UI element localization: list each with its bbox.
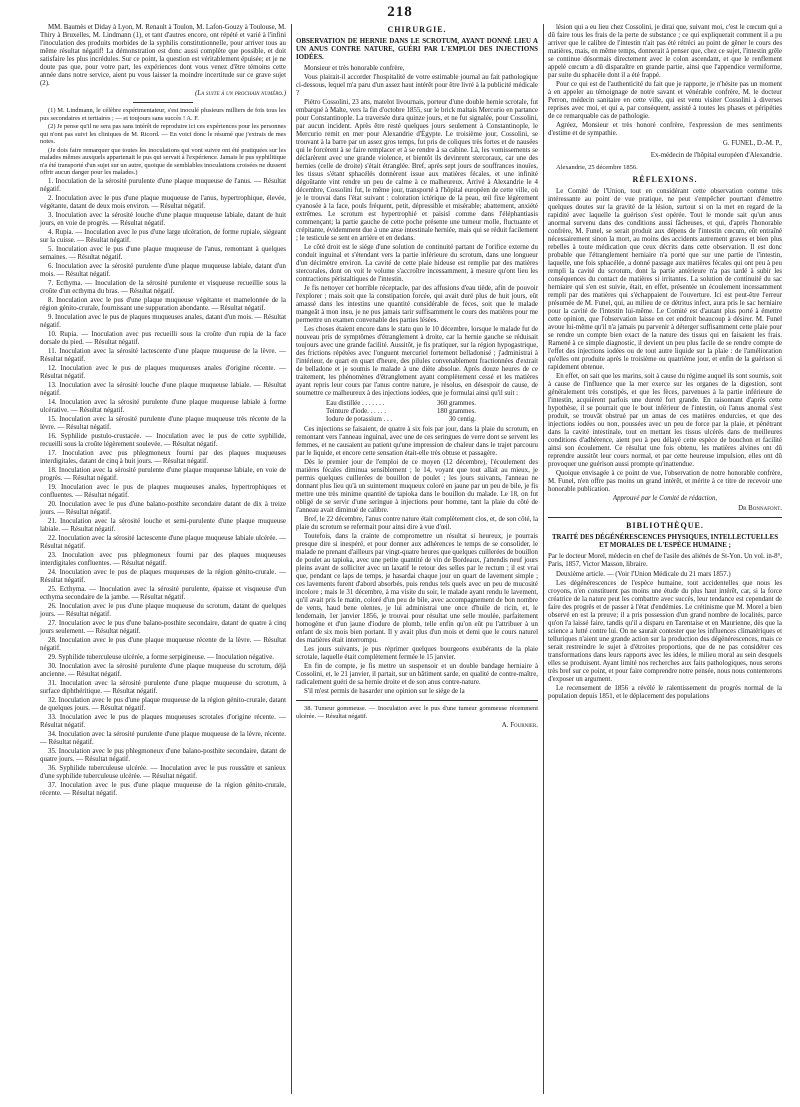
column-right	[548, 24, 782, 702]
observation-paragraph: Les choses étaient encore dans le statu quo le 10 décembre, lorsque le malade fut de nouveau pris de symptômes d'étranglement à droite, car la hernie gauche se réduisait toujours avec une grande facilité. Aussitôt, je fis pratiquer, sur la région hypogastrique, des frictions répétées avec l'onguent mercuriel fortement belladonisé ; j'administrai à l'intérieur, de quart en quart d'heure, des pilules convenablement fractionnées d'extrait de belladone et je soumis le malade à une diète absolue. Après douze heures de ce traitement, les phénomènes d'étranglement ayant complètement cessé et les matières ayant repris leur cours par l'anus contre nature, je résolus, en désespoir de cause, de soumettre ce malheureux à des injections iodées, que je formulai ainsi qu'il suit :	[296, 326, 538, 397]
observation-paragraph: Dès le premier jour de l'emploi de ce moyen (12 décembre), l'écoulement des matières fécales diminua sensiblement ; le 14, voyant que tout allait au mieux, je permis quelques cuillerées de bouillon de poulet ; les jours suivants, l'anneau ne donnant plus lieu qu'à un suintement muqueux coloré en jaune par un peu de bile, je fis mettre une très minime quantité de tapioka dans le bouillon du malade. Le 18, on fut obligé de se servir d'une seringue à injections pour homme, tant la plaie du côté de l'anneau avait diminué de calibre.	[296, 459, 538, 514]
inoculation-item: 12. Inoculation avec le pus de plaques muqueuses anales d'origine récente. — Résultat négatif.	[40, 364, 286, 380]
inoculation-item: 15. Inoculation avec la sérosité purulente d'une plaque muqueuse très récente de la lèvre. — Résultat négatif.	[40, 415, 286, 431]
biblio-book-title: TRAITÉ DES DÉGÉNÉRESCENCES PHYSIQUES, INTELLECTUELLES ET MORALES DE L'ESPÈCE HUMAINE ;	[551, 534, 779, 549]
inoculation-item: 13. Inoculation avec la sérosité louche d'une plaque muqueuse labiale. — Résultat négatif.	[40, 381, 286, 397]
observation-title: OBSERVATION DE HERNIE DANS LE SCROTUM, AYANT DONNÉ LIEU A UN ANUS CONTRE NATURE, GUÉRI PAR L'EMPLOI DES INJECTIONS IODÉES.	[296, 38, 538, 61]
inoculation-item: 18. Inoculation avec la sérosité purulente d'une plaque muqueuse labiale, en voie de progrès. — Résultat négatif.	[40, 466, 286, 482]
inoculation-item: 7. Ecthyma. — Inoculation de la sérosité purulente et visqueuse recueillie sous la croûte d'un ecthyma du bras. — Résultat négatif.	[40, 279, 286, 295]
column-middle	[296, 24, 538, 734]
inoculation-item: 25. Ecthyma. — Inoculation avec la sérosité purulente, épaisse et visqueuse d'un ecthyma secondaire de la jambe. — Résultat négatif.	[40, 585, 286, 601]
footnote-2: (2) Je pense qu'il ne sera pas sans intérêt de reproduire ici ces expériences pour les personnes qui n'ont pas suivi les cliniques de M. Ricord. — En voici donc le résumé que j'extrais de mes notes.	[40, 123, 286, 145]
footnote-signature: A. Fournier.	[501, 722, 538, 729]
reflexion-paragraph: En effet, on sait que les marins, soit à cause du régime auquel ils sont soumis, soit à cause de l'influence que la mer exerce sur les organes de la digestion, sont généralement très constipés, et que les fèces, parvenues à la partie inférieure de l'intestin, acquièrent parfois une dureté fort grande. En raisonnant d'après cette hypothèse, il se pourrait que le bout inférieur de l'intestin, où l'anus anomal s'est produit, se trouvât obstrué par un amas de ces matières endurcies, et que des injections iodées ou non, poussées avec un peu de force par la plaie, et pénétrant dans la cavité intestinale, tout en mettant les tissus ulcérés dans de meilleures conditions d'adhérence, aient peu à peu délayé cette espèce de bouchon et facilité ainsi son écoulement. Ce résultat une fois obtenu, les matières alvines ont dû reprendre aussitôt leur cours normal, et par cette heureuse impulsion, elles ont dû provoquer une guérison aussi prompte qu'inattendue.	[548, 373, 782, 468]
inoculation-item: 33. Inoculation avec le pus de plaques muqueuses scrotales d'origine récente. — Résultat négatif.	[40, 713, 286, 729]
column-left	[40, 24, 286, 799]
formula-row	[326, 416, 476, 424]
intro-paragraph: MM. Baumès et Diday à Lyon, M. Renault à Toulon, M. Lafon-Gouzy à Toulouse, M. Thiry à Bruxelles, M. Lindmann (1), et tant d'autres encore, ont répété et varié à l'infini l'inoculation des produits morbides de la syphilis constitutionnelle, pour arriver tous au même résultat négatif! La démonstration est donc aussi complète que possible, et doit satisfaire les plus incrédules. Sur ce point, la question est véritablement épuisée; et je ne doute pas que, pour votre part, les expériences dont vous venez d'être témoins cette année dans notre service, aient pu vous laisser la moindre incertitude sur ce grave sujet (2).	[40, 24, 286, 87]
formula-quantity: 30 centig.	[448, 416, 476, 423]
letter-paragraph: Pour ce qui est de l'authenticité du fait que je rapporte, je n'hésite pas un moment à en appeler au témoignage de notre savant et vénérable confrère, M. le docteur Perron, médecin sanitaire en cette ville, qui est venu visiter Cossolini à diverses reprises avec moi, et qui a, par conséquent, assisté à toutes les phases et péripéties de ce remarquable cas de pathologie.	[548, 81, 782, 120]
inoculation-item: 8. Inoculation avec le pus d'une plaque muqueuse végétante et mamelonnée de la région génito-crurale, fournissant une suppuration abondante. — Résultat négatif.	[40, 296, 286, 312]
formula-ingredient: Teinture d'iode. . . . . .	[326, 408, 387, 415]
inoculation-item: 28. Inoculation avec le pus d'une plaque muqueuse récente de la lèvre. — Résultat négatif.	[40, 636, 286, 652]
biblio-body	[548, 580, 782, 701]
inoculation-item: 17. Inoculation avec pus phlegmoneux fourni par des plaques muqueuses interdigitales, datant de cinq à huit jours. — Résultat négatif.	[40, 449, 286, 465]
letter-signature: G. FUNEL, D.-M. P.,	[722, 140, 782, 147]
inoculation-item: 14. Inoculation avec la sérosité purulente d'une plaque muqueuse labiale à forme ulcérative. — Résultat négatif.	[40, 398, 286, 414]
inoculation-item: 6. Inoculation avec la sérosité purulente d'une plaque muqueuse labiale, datant d'un mois. — Résultat négatif.	[40, 262, 286, 278]
biblio-reference: Par le docteur Morel, médecin en chef de l'asile des aliénés de St-Yon. Un vol. in-8°, Paris, 1857, Victor Masson, libraire.	[548, 553, 782, 568]
formula-quantity: 360 grammes.	[436, 400, 476, 407]
inoculation-item: 16. Syphilide pustulo-crustacée. — Inoculation avec le pus de cette syphilide, recueilli sous la croûte légèrement soulevée. — Résultat négatif.	[40, 432, 286, 448]
page-number: 218	[387, 4, 413, 20]
footnote-separator	[133, 102, 193, 103]
observation-paragraph: En fin de compte, je fis mettre un suspensoir et un double bandage herniaire à Cossolini, et, le 21 janvier, il partait, sur un bâtiment sarde, en qualité de contre-maître, radicalement guéri de sa hernie droite et de son anus contre-nature.	[296, 663, 538, 686]
letter-conclusion	[548, 24, 782, 138]
reflexion-paragraph: Le Comité de l'Union, tout en considérant cette observation comme très intéressante au point de vue pratique, ne peut s'empêcher pourtant d'émettre quelques doutes sur la gravité de la lésion, surtout si on la met en regard de la rapidité avec laquelle la guérison s'est opérée. Tout le monde sait qu'un anus anormal survenu dans des conditions aussi fâcheuses, et qui, d'après l'honorable confrère, M. Funel, se serait produit aux dépens de l'intestin cœcum, eût entraîné nécessairement sinon la mort, au moins des accidents autrement graves et bien plus rebelles à toute médication que ceux décrits dans cette observation. Il est donc probable que l'étranglement herniaire n'a porté que sur une partie de l'intestin, laquelle, une fois sphacélée, a donné passage aux matières fécales qui ont peu à peu rempli la cavité du scrotum, dont la partie antérieure n'a pas tardé à subir les conséquences du contact de matières si irritantes. La solution de continuité du sac herniaire qui s'en est suivie, était, en effet, présentée un écoulement incessamment rempli par des matières qui s'échappaient de l'ouverture. Ici est peut-être l'erreur présumée de M. Funel, qui, au milieu de ce détritus infect, aura pris le sac herniaire pour la cavité de l'intestin lui-même. Le Comité est d'autant plus porté à émettre cette opinion, que l'observation laisse en cet endroit beaucoup à désirer. M. Funel avoue lui-même qu'il n'a jamais pu parvenir à déterger suffisamment cette plaie pour se rendre un compte bien exact de la nature des tissus qui en faisaient les frais. Ramené à ce simple diagnostic, il devient un peu plus facile de se rendre compte de l'effet des injections iodées ou de tout autre liquide sur la plaie : de l'amélioration qu'elles ont produite après le troisième ou quatrième jour, et enfin de la guérison si rapidement obtenue.	[548, 188, 782, 371]
inoculation-list	[40, 178, 286, 798]
approval-line: Approuvé par le Comité de rédaction,	[612, 495, 718, 502]
inoculation-item: 11. Inoculation avec la sérosité lactescente d'une plaque muqueuse de la lèvre. — Résultat négatif.	[40, 347, 286, 363]
inoculation-item: 10. Rupia. — Inoculation avec pus recueilli sous la croûte d'un rupia de la face dorsale du pied. — Résultat négatif.	[40, 330, 286, 346]
inoculation-item: 4. Rupia. — Inoculation avec le pus d'une large ulcération, de forme rupiale, siégeant sur la cuisse. — Résultat négatif.	[40, 228, 286, 244]
continuation-note: (La suite à un prochain numéro.)	[195, 90, 286, 97]
inoculation-item: 30. Inoculation avec la sérosité purulente d'une plaque muqueuse du scrotum, déjà ancienne. — Résultat négatif.	[40, 662, 286, 678]
reflexions-title: RÉFLEXIONS.	[632, 175, 698, 184]
inoculation-item: 21. Inoculation avec la sérosité louche et semi-purulente d'une plaque muqueuse labiale. — Résultat négatif.	[40, 517, 286, 533]
footnote-separator-middle	[296, 700, 538, 701]
reflexion-paragraph: Quoique envisagée à ce point de vue, l'observation de notre honorable confrère, M. Funel, n'en offre pas moins un grand intérêt, et mérite à ce titre de recevoir une honorable publication.	[548, 470, 782, 493]
inoculation-item: 35. Inoculation avec le pus phlegmoneux d'une balano-posthite secondaire, datant de quatre jours. — Résultat négatif.	[40, 747, 286, 763]
inoculation-item: 37. Inoculation avec le pus d'une plaque muqueuse de la région génito-crurale, récente. — Résultat négatif.	[40, 781, 286, 797]
section-title: CHIRURGIE.	[387, 25, 447, 34]
inoculation-item: 34. Inoculation avec la sérosité purulente d'une plaque muqueuse de la lèvre, récente. — Résultat négatif.	[40, 730, 286, 746]
observation-paragraph: Les jours suivants, je pus réprimer quelques bourgeons exubérants de la plaie scrotale, laquelle était complètement fermée le 15 janvier.	[296, 646, 538, 661]
formula-row	[326, 400, 476, 408]
observation-body-continued	[296, 426, 538, 696]
inoculation-item: 20. Inoculation avec le pus d'une balano-posthite secondaire datant de dix à treize jours. — Résultat négatif.	[40, 500, 286, 516]
inoculation-item: 3. Inoculation avec la sérosité louche d'une plaque muqueuse labiale, datant de huit jours, en voie de progrès. — Résultat négatif.	[40, 211, 286, 227]
footnote-1: (1) M. Lindmann, le célèbre expérimentateur, s'est inoculé plusieurs milliers de fois tous les pus secondaires et tertiaires ; — et toujours sans succès ! A. F.	[40, 107, 286, 122]
observation-paragraph: Le côté droit est le siége d'une solution de continuité partant de l'orifice externe du conduit inguinal et s'étendant vers la partie inférieure du scrotum, dans une longueur d'un décimètre environ. La cavité de cette plaie hideuse est remplie par des matières stercorales, dont on voit le volume s'accroître incessamment, à mesure qu'ont lieu les contractions péristaltiques de l'intestin.	[296, 244, 538, 283]
observation-paragraph: Monsieur et très honorable confrère,	[304, 65, 405, 72]
inoculation-item: 24. Inoculation avec le pus de plaques muqueuses de la région génito-crurale. — Résultat négatif.	[40, 568, 286, 584]
observation-body	[296, 65, 538, 398]
column-divider-left	[291, 24, 292, 1094]
formula-row	[326, 408, 476, 416]
observation-paragraph: Je fis nettoyer cet horrible réceptacle, par des affusions d'eau tiède, afin de pouvoir l'explorer ; mais soit que la constipation forcée, qui avait duré plus de huit jours, eût amassé dans les intestins une quantité considérable de fèces, soit que le malade mangeât à mon insu, je ne pus jamais tarir suffisamment le cours des matières pour me permettre un examen convenable des parties lésées.	[296, 285, 538, 324]
place-date: Alexandrie, 25 décembre 1856.	[556, 164, 638, 171]
inoculation-item: 23. Inoculation avec pus phlegmoneux fourni par des plaques muqueuses interdigitales confluentes. — Résultat négatif.	[40, 551, 286, 567]
letter-paragraph: lésion qui a eu lieu chez Cossolini, je dirai que, suivant moi, c'est le cœcum qui a dû faire tous les frais de la perte de substance ; ce qui expliquerait comment il a pu arriver que le calibre de l'intestin n'ait pas été rétréci au point de gêner le cours des matières, mais, en même temps, donnerait à penser que, chez ce sujet, l'intestin grêle se continue désormais directement avec le colon ascendant, et que le renflement appelé cœcum a dû disparaître en grande partie, ainsi que l'appendice vermiforme, par suite du sphacèle dont il a été frappé.	[548, 24, 782, 79]
inoculation-item: 29. Syphilide tuberculeuse ulcérée, a forme serpigineuse. — Inoculation négative.	[48, 653, 274, 661]
observation-paragraph: Toutefois, dans la crainte de compromettre un résultat si heureux, je pourrais presque dire si inespéré, et pour donner aux adhérences le temps de se consolider, le malade ne prenant d'ailleurs par vingt-quatre heures que quelques cuillerées de bouillon de poulet au tapioka, avec une petite quantité de vin de Bordeaux, j'attendis neuf jours pleins avant de solliciter avec un laxatif le retour des selles par le rectum ; il est vrai que, pendant ce laps de temps, je hasardai chaque jour un quart de lavement simple ; ces lavements furent d'abord absorbés, puis rendus tels quels avec un peu de mucosité incolore ; mais le 31 décembre, à ma visite du soir, le malade ayant rendu le lavement, qu'il avait pris le matin, coloré d'un peu de bile, avec accompagnement de bon nombre de vents, haud bene olentes, je lui administrai une once d'huile de ricin, et, le lendemain, 1er janvier 1856, je trouvai pour résultat une selle moulée, parfaitement homogène et d'un jaune d'iodure de plomb, telle enfin qu'on eût pu l'attribuer à un enfant de six mois bien portant. Il y avait plus d'un mois et demi que le cours naturel des matières était interrompu.	[296, 533, 538, 644]
reflexions-signature: Dr Bonnafont.	[738, 505, 782, 512]
reflexions-body	[548, 188, 782, 494]
inoculation-item: 27. Inoculation avec le pus d'une balano-posthite secondaire, datant de quatre à cinq jours seulement. — Résultat négatif.	[40, 619, 286, 635]
inoculation-item: 22. Inoculation avec la sérosité lactescente d'une plaque muqueuse labiale ulcérée. — Résultat négatif.	[40, 534, 286, 550]
inoculation-item: 5. Inoculation avec le pus d'une plaque muqueuse de l'anus, remontant à quelques semaines. — Résultat négatif.	[40, 245, 286, 261]
signature-title: Ex-médecin de l'hôpital européen d'Alexandrie.	[650, 152, 782, 159]
observation-paragraph: Vous plairait-il accorder l'hospitalité de votre estimable journal au fait pathologique ci-dessous, lequel m'a paru d'un assez haut intérêt pour être livré à la publicité médicale ?	[296, 74, 538, 97]
observation-paragraph: Piétro Cossolini, 23 ans, matelot livournais, porteur d'une double hernie scrotale, fut embarqué à Malte, vers la fin d'octobre 1855, sur le brick maltais Mercurio en partance pour Constantinople. La traversée dura quinze jours, et ne fut signalée, pour Cossolini, par aucun incident. Après être resté quelques jours seulement à Constantinople, le Mercurio remit en mer pour Alexandrie d'Égypte. Le troisième jour, Cossolini, se trouvant à la barre par un assez gros temps, fut pris de coliques très fortes et de nausées qui le forcèrent à se faire remplacer et à se rendre à sa cabine. Là, les vomissements se déclarèrent avec une grande violence, et bientôt ils devinrent stercoraux, car une des hernies (celle de droite) s'était étranglée. Bref, après sept jours de souffrances inouïes, les tissus s'étant sphacélés donnèrent issue aux matières fécales, et une infinité dégoûtante vint rendre un peu de calme à ce malheureux. Arrivé à Alexandrie le 4 décembre, Cossolini fut, le même jour, transporté à l'hôpital européen de cette ville, où je le trouvai dans l'état suivant : coloration ictérique de la peau, œil fixe légèrement cyanosée à la face, pouls fréquent, petit, dépressible et misérable; abattement, anxiété extrêmes. Le scrotum est hypertrophié et paisisl comme dans l'éléphantiasis commençant; la partie gauche de cette poche présente une tumeur molle, fluctuante et crépitante, évidemment due à une anse intestinale herniée, mais qui se réduit facilement ; le testicule se sent en arrière et en dedans.	[296, 99, 538, 242]
observation-paragraph: S'il m'est permis de hasarder une opinion sur le siége de la	[304, 688, 465, 695]
inoculation-item: 26. Inoculation avec le pus d'une plaque muqueuse du scrotum, datant de quelques jours. — Résultat négatif.	[40, 602, 286, 618]
formula-quantity: 180 grammes.	[436, 408, 476, 415]
inoculation-item: 1. Inoculation de la sérosité purulente d'une plaque muqueuse de l'anus. — Résultat négatif.	[40, 177, 286, 193]
biblio-article: Deuxième article. — (Voir l'Union Médicale du 21 mars 1857.)	[556, 571, 731, 578]
inoculation-item: 31. Inoculation avec la sérosité purulente d'une plaque muqueuse du scrotum, à surface diphthéritique. — Résultat négatif.	[40, 679, 286, 695]
inoculation-item: 36. Syphilide tuberculeuse ulcérée. — Inoculation avec le pus roussâtre et sanieux d'une syphilide tuberculeuse ulcérée. — Résultat négatif.	[40, 764, 286, 780]
biblio-paragraph: Les dégénérescences de l'espèce humaine, tout accidentelles que nous les croyons, n'en constituent pas moins une étude du plus haut intérêt, car, si la force créatrice de la nature peut les combattre avec succès, leur tendance est cependant de faire des progrès et de passer à l'état d'endémies. Le crétinisme que M. Morel a bien observé en est la preuve; il a pris possession d'un grand nombre de localités, parce qu'on l'a laissé faire, tandis qu'il a disparu en Tarentaise et en Maurienne, dès que la science a lutté contre lui. On ne saurait contester que les influences climatériques et telluriques n'aient une grande action sur la production des dégénérescences, mais ce serait restreindre le sujet à d'étroites proportions, que de ne pas considérer ces transformations dans leurs rapports avec les idées, le milieu moral au sein desquels elles se produisent. Ayant limité nos recherches aux faits pathologiques, nous serons très bref sur ce point, et pour faire comprendre notre pensée, nous nous contenterons d'exposer un argument.	[548, 580, 782, 683]
inoculation-item: 2. Inoculation avec le pus d'une plaque muqueuse de l'anus, hypertrophique, élevée, végétante, datant de deux mois environ. — Résultat négatif.	[40, 194, 286, 210]
iodine-formula	[326, 400, 538, 424]
column-divider-right	[543, 24, 544, 1094]
biblio-paragraph: Le recensement de 1856 a révélé le ralentissement du progrès normal de la population depuis 1851, et le déplacement des populations	[548, 685, 782, 700]
observation-paragraph: Bref, le 22 décembre, l'anus contre nature était complètement clos, et, de son côté, la plaie du scrotum se refermait pour ainsi dire à vue d'œil.	[296, 516, 538, 531]
inoculation-item: 32. Inoculation avec le pus d'une plaque muqueuse de la région génito-crurale, datant de quelques jours. — Résultat négatif.	[40, 696, 286, 712]
footnote-2-note: (Je dois faire remarquer que toutes les inoculations qui vont suivre ont été pratiquées sur les malades mêmes auxquels appartenait le pus qui servait à l'expérience. Jamais le pus syphilitique n'a été transporté d'un sujet sur un autre, quoique de semblables inoculations croisées ne dussent offrir aucun danger pour les malades.)	[40, 146, 286, 176]
inoculation-item: 9. Inoculation avec le pus de plaques muqueuses anales, datant d'un mois. — Résultat négatif.	[40, 313, 286, 329]
letter-paragraph: Agréez, Monsieur et très honoré confrère, l'expression de mes sentiments d'estime et de sympathie.	[548, 122, 782, 137]
footnote-item-38: 38. Tumeur gommeuse. — Inoculation avec le pus d'une tumeur gommeuse récemment ulcérée. — Résultat négatif.	[296, 705, 538, 720]
observation-paragraph: Ces injections se faisaient, de quatre à six fois par jour, dans la plaie du scrotum, en remontant vers l'anneau inguinal, avec une de ces seringues de verre dont se servent les femmes, et ne causaient au patient qu'une impression de chaleur dans le trajet parcouru par le liquide, et encore cette sensation était-elle très obtuse et passagère.	[296, 426, 538, 457]
inoculation-item: 19. Inoculation avec le pus de plaques muqueuses anales, hypertrophiques et confluentes. — Résultat négatif.	[40, 483, 286, 499]
formula-ingredient: Iodure de potassium . . .	[326, 416, 393, 423]
biblio-separator	[548, 517, 782, 518]
biblio-title: BIBLIOTHÈQUE.	[626, 521, 704, 530]
formula-ingredient: Eau distillée . . . . . . .	[326, 400, 385, 407]
